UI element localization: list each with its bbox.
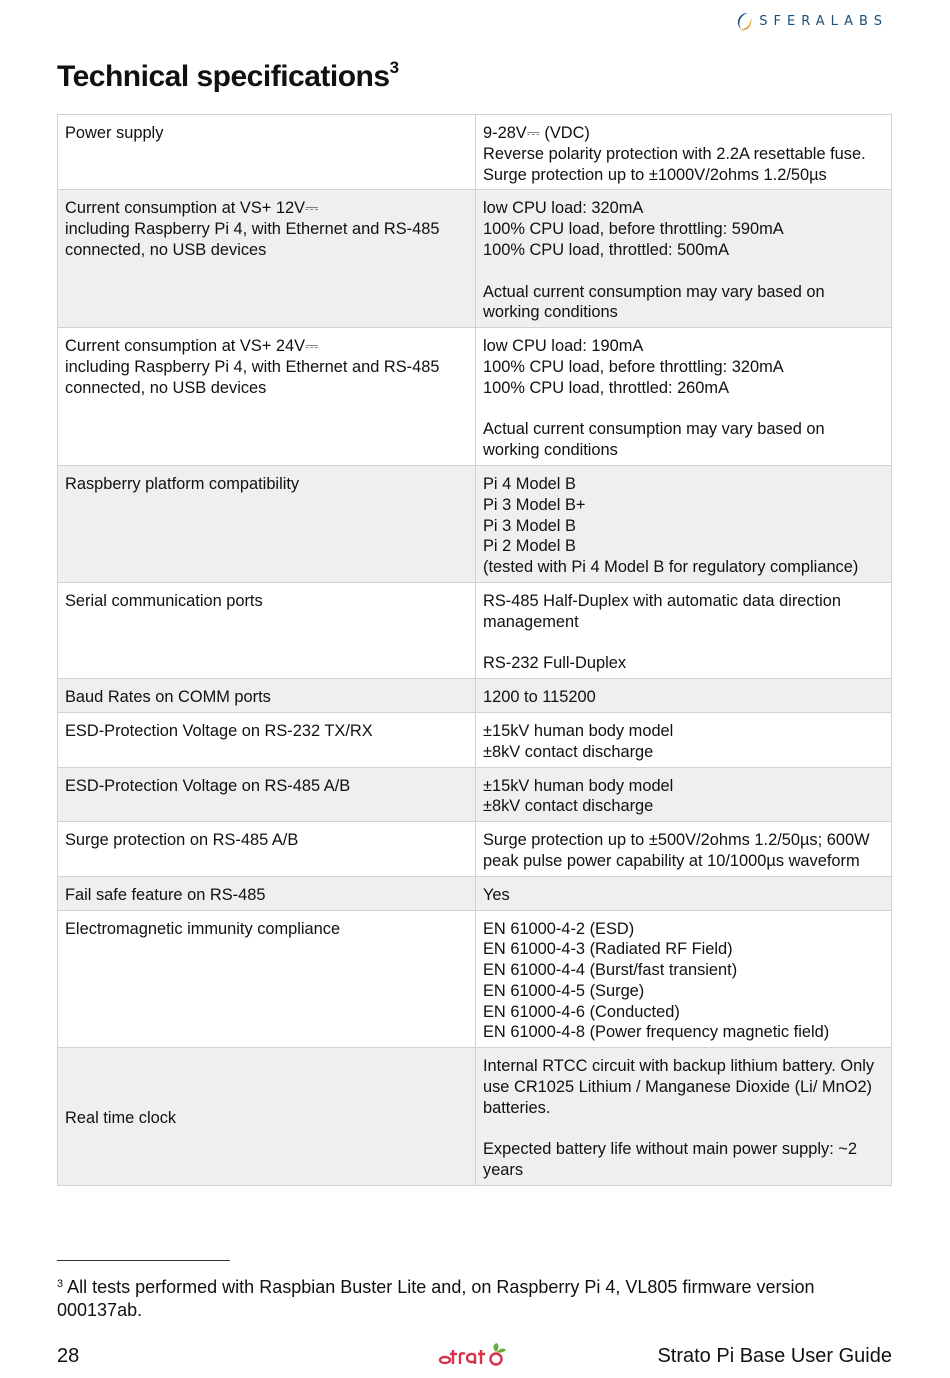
spec-value-cell <box>476 876 892 910</box>
spec-value <box>483 399 883 420</box>
spec-value: Actual current consumption may vary based on working conditions <box>483 282 830 322</box>
spec-value: Pi 3 Model B+ <box>483 495 586 514</box>
strato-logo-icon <box>436 1340 512 1368</box>
spec-label-cell <box>58 767 476 822</box>
spec-value: low CPU load: 320mA <box>483 199 644 218</box>
spec-label: Power supply <box>65 124 164 142</box>
spec-label: Current consumption at VS+ 12V⎓ <box>65 199 319 218</box>
spec-value: 100% CPU load, throttled: 500mA <box>483 240 729 259</box>
spec-label: ESD-Protection Voltage on RS-232 TX/RX <box>65 721 373 740</box>
page-number: 28 <box>57 1345 80 1367</box>
spec-value-cell <box>476 822 892 877</box>
spec-label-cell <box>58 328 476 466</box>
spec-value: Actual current consumption may vary based on working conditions <box>483 420 830 460</box>
spec-label: Fail safe feature on RS-485 <box>65 885 266 904</box>
footnote <box>57 1273 892 1322</box>
spec-label-cell <box>58 465 476 582</box>
sferalabs-swoosh-icon <box>733 10 755 32</box>
table-row <box>58 1048 892 1186</box>
spec-label: including Raspberry Pi 4, with Ethernet and RS-485 connected, no USB devices <box>65 220 445 259</box>
spec-table <box>57 114 892 1186</box>
spec-value: EN 61000-4-4 (Burst/fast transient) <box>483 961 738 980</box>
spec-value: low CPU load: 190mA <box>483 337 644 356</box>
spec-value: 9-28V⎓ (VDC) <box>483 124 590 142</box>
spec-value-cell <box>476 328 892 466</box>
spec-label: Real time clock <box>65 1109 177 1128</box>
spec-value: EN 61000-4-6 (Conducted) <box>483 1002 680 1021</box>
table-row <box>58 465 892 582</box>
table-row <box>58 328 892 466</box>
title-footnote-ref: 3 <box>389 58 399 77</box>
spec-value: 100% CPU load, throttled: 260mA <box>483 378 729 397</box>
spec-label-cell <box>58 822 476 877</box>
spec-value: Reverse polarity protection with 2.2A resettable fuse. Surge protection up to ±1000V/2ohms 1.2/50µs <box>483 144 871 184</box>
spec-value-cell <box>476 679 892 713</box>
spec-label: Raspberry platform compatibility <box>65 474 300 493</box>
brand-name: SFERALABS <box>759 13 888 29</box>
spec-value: ±8kV contact discharge <box>483 797 654 816</box>
spec-value: 100% CPU load, before throttling: 590mA <box>483 220 784 239</box>
spec-value: Internal RTCC circuit with backup lithium battery. Only use CR1025 Lithium / Manganese Dioxide (Li/ MnO2) batteries. <box>483 1057 879 1117</box>
footnote-divider <box>57 1260 230 1261</box>
guide-title: Strato Pi Base User Guide <box>657 1345 892 1367</box>
spec-label-cell <box>58 582 476 678</box>
spec-value: 100% CPU load, before throttling: 320mA <box>483 357 784 376</box>
spec-value <box>483 1119 883 1140</box>
spec-label: including Raspberry Pi 4, with Ethernet and RS-485 connected, no USB devices <box>65 357 445 397</box>
spec-value: 1200 to 115200 <box>483 688 596 707</box>
spec-label-cell <box>58 679 476 713</box>
table-row <box>58 582 892 678</box>
spec-value: ±8kV contact discharge <box>483 742 654 761</box>
spec-label: Current consumption at VS+ 24V⎓ <box>65 337 319 356</box>
page-title-text: Technical specifications <box>57 60 390 93</box>
table-row <box>58 190 892 328</box>
table-row <box>58 712 892 767</box>
spec-value: Pi 3 Model B <box>483 516 576 535</box>
spec-value-cell <box>476 115 892 190</box>
spec-value: RS-232 Full-Duplex <box>483 654 627 673</box>
spec-value: Expected battery life without main power supply: ~2 years <box>483 1140 862 1180</box>
page-title <box>57 58 399 94</box>
spec-value: Surge protection up to ±500V/2ohms 1.2/50µs; 600W peak pulse power capability at 10/1000µs waveform <box>483 831 875 870</box>
spec-label-cell <box>58 1048 476 1186</box>
spec-value: ±15kV human body model <box>483 721 674 740</box>
spec-value-cell <box>476 582 892 678</box>
spec-label: ESD-Protection Voltage on RS-485 A/B <box>65 776 351 795</box>
table-row <box>58 115 892 190</box>
spec-value: EN 61000-4-8 (Power frequency magnetic field) <box>483 1023 830 1042</box>
spec-value-cell <box>476 1048 892 1186</box>
spec-label: Surge protection on RS-485 A/B <box>65 831 299 850</box>
spec-value: ±15kV human body model <box>483 776 674 795</box>
spec-value: Pi 2 Model B <box>483 537 576 556</box>
spec-value-cell <box>476 712 892 767</box>
sferalabs-logo <box>733 10 888 32</box>
spec-table-body <box>58 115 892 1186</box>
spec-label-cell <box>58 876 476 910</box>
footnote-marker: 3 <box>57 1278 64 1290</box>
table-row <box>58 679 892 713</box>
spec-value <box>483 633 883 654</box>
spec-value: Pi 4 Model B <box>483 474 576 493</box>
spec-value: Yes <box>483 885 510 904</box>
spec-value: RS-485 Half-Duplex with automatic data direction management <box>483 591 846 631</box>
table-row <box>58 767 892 822</box>
spec-value-cell <box>476 190 892 328</box>
spec-label-cell <box>58 190 476 328</box>
table-row <box>58 910 892 1048</box>
spec-label-cell <box>58 910 476 1048</box>
spec-label: Baud Rates on COMM ports <box>65 688 271 707</box>
spec-label: Serial communication ports <box>65 591 263 610</box>
spec-value: EN 61000-4-5 (Surge) <box>483 981 645 1000</box>
spec-value-cell <box>476 465 892 582</box>
footnote-text: All tests performed with Raspbian Buster Lite and, on Raspberry Pi 4, VL805 firmware version 000137ab. <box>57 1277 815 1320</box>
table-row <box>58 876 892 910</box>
spec-value: EN 61000-4-2 (ESD) <box>483 919 635 938</box>
spec-label-cell <box>58 115 476 190</box>
table-row <box>58 822 892 877</box>
spec-value: (tested with Pi 4 Model B for regulatory compliance) <box>483 558 859 577</box>
spec-value: EN 61000-4-3 (Radiated RF Field) <box>483 940 733 959</box>
spec-value-cell <box>476 767 892 822</box>
spec-label: Electromagnetic immunity compliance <box>65 919 341 938</box>
spec-label-cell <box>58 712 476 767</box>
spec-value <box>483 261 883 282</box>
spec-value-cell <box>476 910 892 1048</box>
